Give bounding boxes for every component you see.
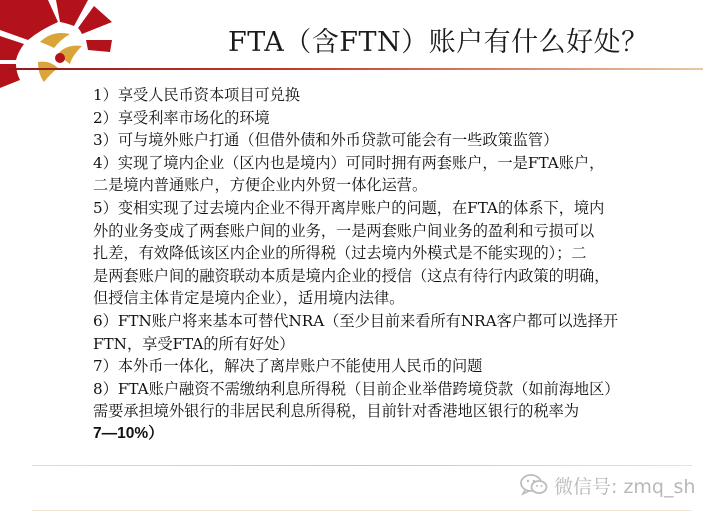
- text-line: 扎差，有效降低该区内企业的所得税（过去境内外模式是不能实现的）；二: [93, 244, 587, 263]
- text-line: 但授信主体肯定是境内企业），适用境内法律。: [93, 289, 405, 308]
- page-title: FTA（含FTN）账户有什么好处？: [228, 27, 649, 58]
- title-divider: [8, 68, 703, 70]
- text-line: 5）变相实现了过去境内企业不得开离岸账户的问题，在FTA的体系下，境内: [93, 198, 605, 217]
- footer-divider: [32, 465, 692, 466]
- watermark-text: 微信号: zmq_sh: [554, 475, 696, 498]
- text-line: 3）可与境外账户打通（但借外债和外币贷款可能会有一些政策监管）: [93, 131, 559, 150]
- text-line: 需要承担境外银行的非居民利息所得税，目前针对香港地区银行的税率为: [93, 402, 579, 421]
- footer-divider-lower: [32, 510, 692, 511]
- text-line: 是两套账户间的融资联动本质是境内企业的授信（这点有待行内政策的明确，: [93, 266, 610, 285]
- text-line-rate: 7—10%）: [93, 424, 164, 442]
- text-line: 外的业务变成了两套账户间的业务，一是两套账户间业务的盈利和亏损可以: [93, 221, 595, 240]
- text-line: 2）享受利率市场化的环境: [93, 108, 270, 127]
- text-line: 4）实现了境内企业（区内也是境内）可同时拥有两套账户，一是FTA账户，: [93, 153, 605, 172]
- wechat-icon: [520, 473, 548, 497]
- text-line: 1）享受人民币资本项目可兑换: [93, 86, 301, 104]
- text-line: 8）FTA账户融资不需缴纳利息所得税（目前企业举借跨境贷款（如前海地区）: [93, 379, 620, 398]
- text-line: 7）本外币一体化，解决了离岸账户不能使用人民币的问题: [93, 357, 483, 376]
- text-line: FTN，享受FTA的所有好处）: [93, 334, 295, 353]
- text-line: 二是境内普通账户，方便企业内外贸一体化运营。: [93, 176, 428, 195]
- wechat-watermark: [520, 472, 695, 498]
- body-text: [93, 84, 693, 446]
- text-line: 6）FTN账户将来基本可替代NRA（至少目前来看所有NRA客户都可以选择开: [93, 311, 619, 330]
